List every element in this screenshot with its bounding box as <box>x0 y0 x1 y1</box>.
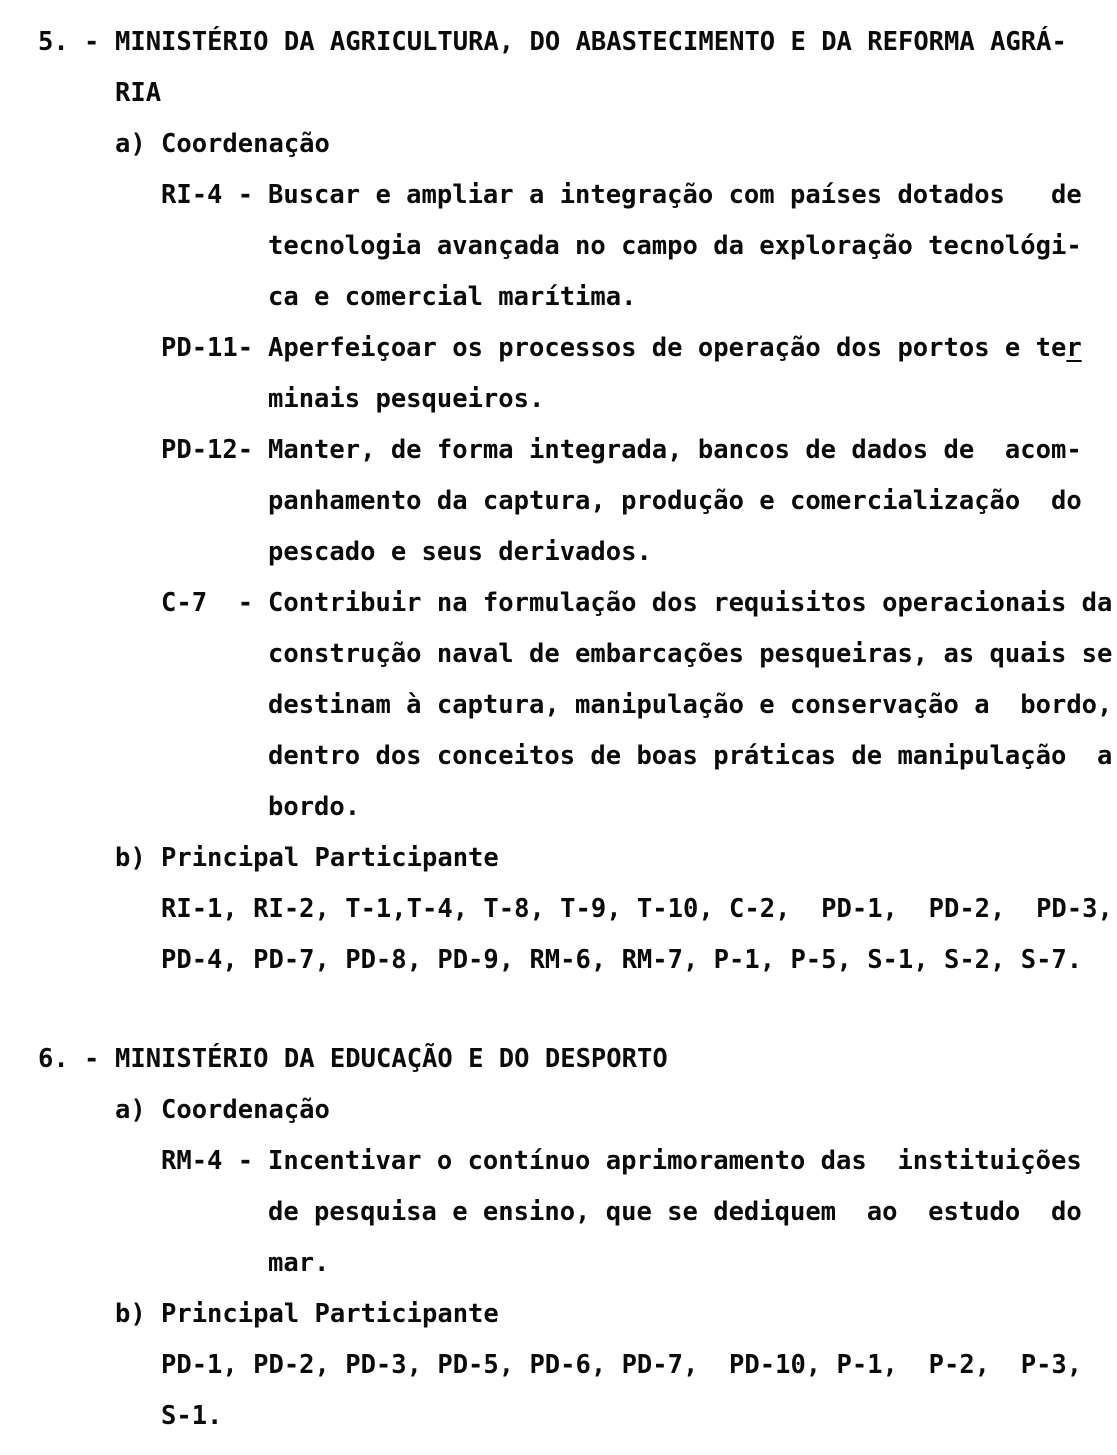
participants-line <box>0 935 1117 986</box>
section-6-title-line <box>0 1034 1117 1085</box>
entry-text: Contribuir na formulação dos requisitos operacionais da <box>268 588 1113 618</box>
section-gap <box>0 986 1117 1034</box>
entry-text: pescado e seus derivados. <box>268 537 652 567</box>
subsection-coordination-heading <box>0 1085 1117 1136</box>
entry-text: Incentivar o contínuo aprimoramento das instituições <box>268 1146 1082 1176</box>
participants-text: RI-1, RI-2, T-1,T-4, T-8, T-9, T-10, C-2, PD-1, PD-2, PD-3, <box>161 894 1113 924</box>
entry-text: dentro dos conceitos de boas práticas de manipulação a <box>268 741 1113 771</box>
entry-line <box>0 272 1117 323</box>
entry-text: Manter, de forma integrada, bancos de dados de acom- <box>268 435 1082 465</box>
entry-text: construção naval de embarcações pesqueiras, as quais se <box>268 639 1113 669</box>
entry-line <box>0 374 1117 425</box>
underlined-char: r <box>1066 333 1082 363</box>
subsection-heading: Coordenação <box>161 129 330 159</box>
entry-text: ca e comercial marítima. <box>268 282 637 312</box>
subsection-heading: Principal Participante <box>161 1299 499 1329</box>
subsection-label: a) <box>115 129 146 159</box>
entry-line <box>0 629 1117 680</box>
entry-line <box>0 1136 1117 1187</box>
subsection-heading: Coordenação <box>161 1095 330 1125</box>
participants-text: S-1. <box>161 1401 223 1431</box>
entry-text: minais pesqueiros. <box>268 384 545 414</box>
subsection-participants-heading <box>0 833 1117 884</box>
entry-line <box>0 1187 1117 1238</box>
entry-text: destinam à captura, manipulação e conservação a bordo, <box>268 690 1113 720</box>
entry-code: C-7 - <box>161 588 254 618</box>
entry-line <box>0 527 1117 578</box>
subsection-label: b) <box>115 1299 146 1329</box>
entry-code: PD-12- <box>161 435 254 465</box>
entry-text: Aperfeiçoar os processos de operação dos portos e ter <box>268 333 1082 363</box>
participants-line <box>0 1391 1117 1442</box>
entry-text: Buscar e ampliar a integração com países dotados de <box>268 180 1082 210</box>
subsection-label: b) <box>115 843 146 873</box>
entry-line <box>0 323 1117 374</box>
participants-line <box>0 884 1117 935</box>
entry-line <box>0 731 1117 782</box>
section-5-title-line-1 <box>0 17 1117 68</box>
section-title-continuation: RIA <box>115 78 162 108</box>
entry-text: mar. <box>268 1248 330 1278</box>
entry-line <box>0 680 1117 731</box>
entry-code: PD-11- <box>161 333 254 363</box>
subsection-coordination-heading <box>0 119 1117 170</box>
entry-code: RI-4 - <box>161 180 254 210</box>
entry-line <box>0 221 1117 272</box>
entry-line <box>0 782 1117 833</box>
entry-code: RM-4 - <box>161 1146 254 1176</box>
section-5-title-line-2 <box>0 68 1117 119</box>
section-title: MINISTÉRIO DA AGRICULTURA, DO ABASTECIMENTO E DA REFORMA AGRÁ- <box>115 27 1067 57</box>
entry-text: de pesquisa e ensino, que se dediquem ao estudo do <box>268 1197 1082 1227</box>
section-number: 6. <box>38 1044 69 1074</box>
section-dash: - <box>84 27 100 57</box>
entry-line <box>0 476 1117 527</box>
section-dash: - <box>84 1044 100 1074</box>
entry-text: bordo. <box>268 792 361 822</box>
section-number: 5. <box>38 27 69 57</box>
participants-line <box>0 1340 1117 1391</box>
entry-text: tecnologia avançada no campo da exploração tecnológi- <box>268 231 1082 261</box>
entry-line <box>0 425 1117 476</box>
participants-text: PD-1, PD-2, PD-3, PD-5, PD-6, PD-7, PD-10, P-1, P-2, P-3, <box>161 1350 1083 1380</box>
entry-line <box>0 578 1117 629</box>
section-title: MINISTÉRIO DA EDUCAÇÃO E DO DESPORTO <box>115 1044 668 1074</box>
entry-text: panhamento da captura, produção e comercialização do <box>268 486 1082 516</box>
subsection-participants-heading <box>0 1289 1117 1340</box>
subsection-label: a) <box>115 1095 146 1125</box>
participants-text: PD-4, PD-7, PD-8, PD-9, RM-6, RM-7, P-1, P-5, S-1, S-2, S-7. <box>161 945 1083 975</box>
entry-line <box>0 170 1117 221</box>
subsection-heading: Principal Participante <box>161 843 499 873</box>
entry-line <box>0 1238 1117 1289</box>
